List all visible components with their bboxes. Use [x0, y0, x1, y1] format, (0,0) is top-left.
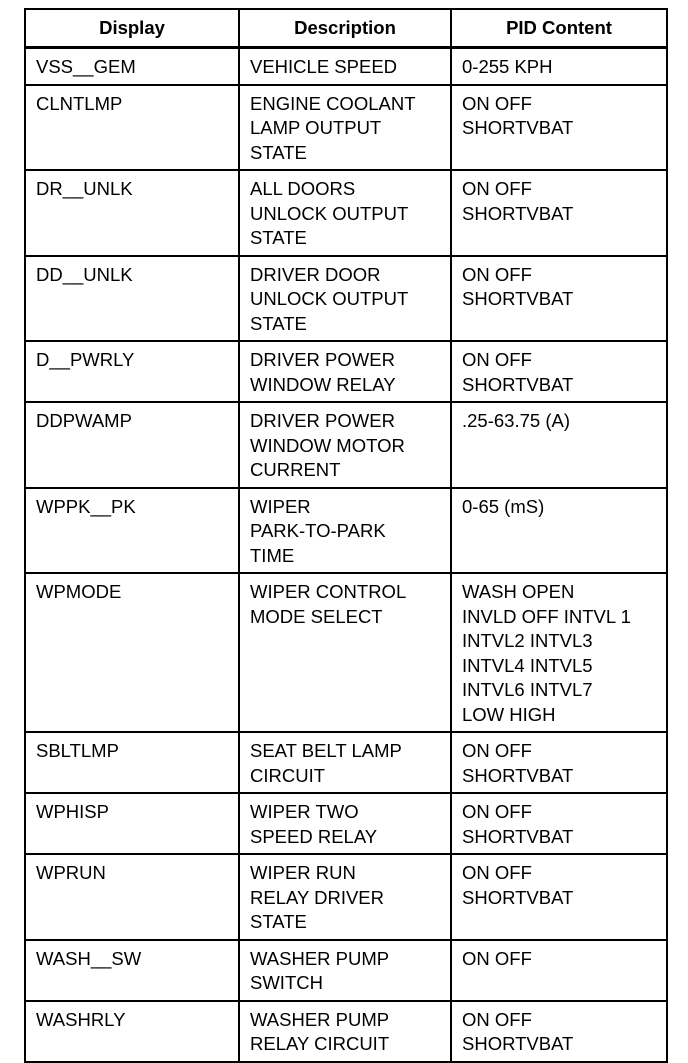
display-cell: WPHISP [25, 793, 239, 854]
description-cell [239, 940, 451, 1001]
description-line: CURRENT [250, 459, 341, 480]
description-line: WIPER [250, 495, 311, 517]
pid-content-line: LOW HIGH [462, 703, 556, 725]
pid-content-line: ON OFF [462, 801, 532, 822]
description-line: RELAY DRIVER [250, 886, 384, 908]
description-cell [239, 402, 451, 488]
description-line: WIPER TWO [250, 801, 359, 822]
pid-content-line: SHORTVBAT [462, 202, 574, 224]
table-row [25, 488, 667, 574]
pid-content-cell [451, 402, 667, 488]
description-line: STATE [250, 227, 307, 248]
pid-content-line: ON OFF [462, 263, 532, 285]
header-display: Display [25, 9, 239, 48]
table-row [25, 854, 667, 940]
display-cell: WPRUN [25, 854, 239, 940]
description-line: VEHICLE SPEED [250, 56, 398, 77]
pid-content-line: INTVL4 INTVL5 [462, 654, 593, 676]
table-row [25, 341, 667, 402]
display-cell: SBLTLMP [25, 732, 239, 793]
description-cell [239, 85, 451, 171]
description-cell [239, 732, 451, 793]
description-line: MODE SELECT [250, 605, 383, 627]
table-row [25, 85, 667, 171]
header-row [25, 9, 667, 48]
header-pid-content: PID Content [451, 9, 667, 48]
display-cell: WASH__SW [25, 940, 239, 1001]
pid-content-line: INTVL2 INTVL3 [462, 630, 593, 651]
pid-content-cell [451, 573, 667, 732]
description-line: WASHER PUMP [250, 1008, 390, 1030]
description-cell [239, 573, 451, 732]
description-cell [239, 488, 451, 574]
pid-content-line: ON OFF [462, 349, 532, 370]
description-line: PARK-TO-PARK [250, 520, 386, 541]
pid-content-cell [451, 170, 667, 256]
description-cell [239, 793, 451, 854]
description-cell [239, 854, 451, 940]
description-line: WASHER PUMP [250, 947, 390, 969]
display-cell: WASHRLY [25, 1001, 239, 1062]
table-row [25, 940, 667, 1001]
pid-content-line: 0-65 (mS) [462, 495, 545, 517]
display-cell: WPMODE [25, 573, 239, 732]
description-cell [239, 1001, 451, 1062]
description-cell [239, 48, 451, 85]
pid-content-line: ON OFF [462, 178, 532, 199]
pid-content-cell [451, 1001, 667, 1062]
description-line: SEAT BELT LAMP [250, 740, 402, 761]
pid-content-line: ON OFF [462, 92, 532, 114]
pid-content-line: SHORTVBAT [462, 373, 574, 395]
description-line: RELAY CIRCUIT [250, 1033, 390, 1054]
description-line: SPEED RELAY [250, 825, 378, 847]
pid-content-line: SHORTVBAT [462, 1033, 574, 1054]
description-line: DRIVER DOOR [250, 263, 381, 285]
pid-content-line: INTVL6 INTVL7 [462, 679, 593, 700]
pid-content-cell [451, 341, 667, 402]
table-row [25, 732, 667, 793]
description-cell [239, 170, 451, 256]
description-line: UNLOCK OUTPUT [250, 202, 409, 224]
pid-content-line: INVLD OFF INTVL 1 [462, 605, 631, 627]
description-cell [239, 341, 451, 402]
pid-content-line: SHORTVBAT [462, 764, 574, 786]
description-line: WINDOW MOTOR [250, 434, 405, 456]
pid-content-cell [451, 854, 667, 940]
description-line: DRIVER POWER [250, 349, 395, 370]
description-line: SWITCH [250, 972, 323, 993]
display-cell: D__PWRLY [25, 341, 239, 402]
pid-content-cell [451, 48, 667, 85]
display-cell: VSS__GEM [25, 48, 239, 85]
display-cell: DD__UNLK [25, 256, 239, 342]
pid-content-line: ON OFF [462, 862, 532, 883]
pid-content-line: 0-255 KPH [462, 56, 553, 77]
table-row [25, 1001, 667, 1062]
pid-content-line: SHORTVBAT [462, 117, 574, 138]
pid-table [24, 8, 668, 1063]
pid-content-line: ON OFF [462, 947, 532, 969]
display-cell: CLNTLMP [25, 85, 239, 171]
pid-content-cell [451, 793, 667, 854]
description-line: UNLOCK OUTPUT [250, 288, 409, 309]
table-row [25, 48, 667, 85]
pid-content-line: WASH OPEN [462, 581, 575, 602]
pid-content-line: SHORTVBAT [462, 825, 574, 847]
description-line: WIPER RUN [250, 862, 356, 883]
table-row [25, 402, 667, 488]
pid-content-cell [451, 488, 667, 574]
description-line: STATE [250, 141, 307, 163]
description-line: LAMP OUTPUT [250, 117, 382, 138]
display-cell: DDPWAMP [25, 402, 239, 488]
pid-content-line: SHORTVBAT [462, 886, 574, 908]
description-line: DRIVER POWER [250, 410, 395, 431]
header-description: Description [239, 9, 451, 48]
pid-content-line: SHORTVBAT [462, 288, 574, 309]
table-row [25, 573, 667, 732]
table-body [25, 48, 667, 1062]
description-line: CIRCUIT [250, 764, 326, 786]
description-line: STATE [250, 312, 307, 334]
table-row [25, 256, 667, 342]
display-cell: WPPK__PK [25, 488, 239, 574]
pid-content-cell [451, 85, 667, 171]
pid-content-cell [451, 940, 667, 1001]
pid-content-line: .25-63.75 (A) [462, 410, 570, 431]
pid-content-line: ON OFF [462, 1008, 532, 1030]
description-line: ALL DOORS [250, 178, 356, 199]
table-row [25, 793, 667, 854]
description-line: TIME [250, 544, 295, 566]
description-line: STATE [250, 911, 307, 932]
display-cell: DR__UNLK [25, 170, 239, 256]
table-row [25, 170, 667, 256]
description-line: ENGINE COOLANT [250, 92, 416, 114]
description-cell [239, 256, 451, 342]
pid-content-cell [451, 732, 667, 793]
description-line: WINDOW RELAY [250, 373, 396, 395]
pid-content-cell [451, 256, 667, 342]
pid-content-line: ON OFF [462, 740, 532, 761]
description-line: WIPER CONTROL [250, 581, 407, 602]
